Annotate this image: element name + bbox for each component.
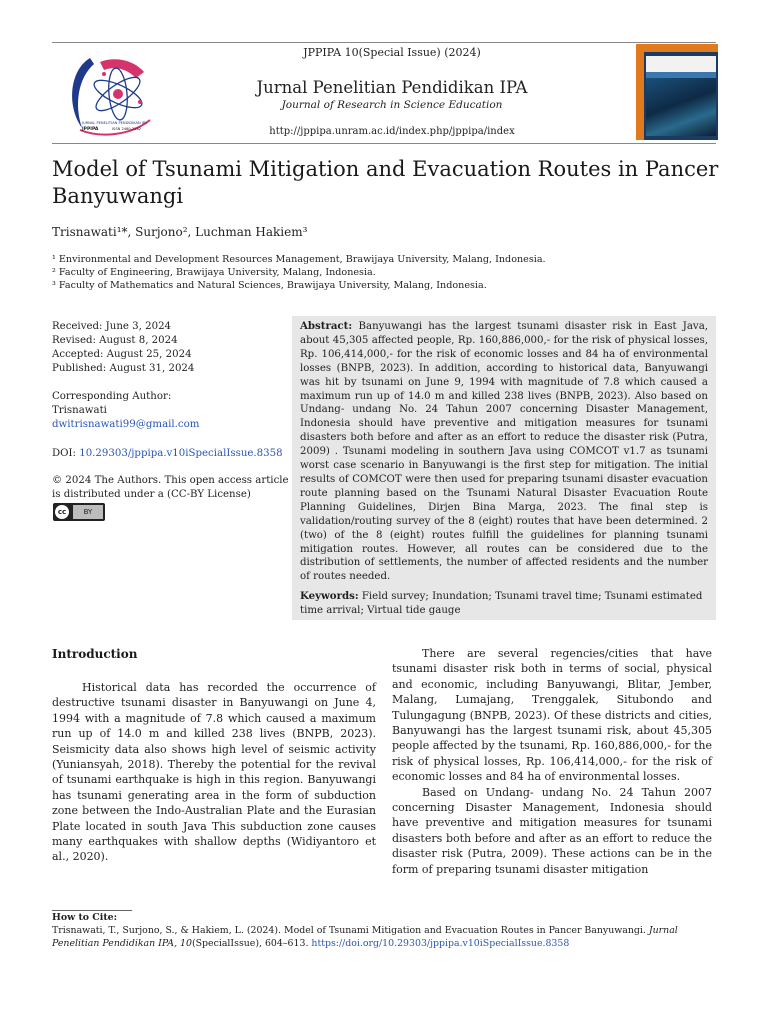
- logo-mark: JPPIPA: [82, 127, 99, 132]
- corresponding-email[interactable]: dwitrisnawati99@gmail.com: [52, 419, 200, 430]
- journal-url[interactable]: http://jppipa.unram.ac.id/index.php/jppipa/index: [269, 126, 515, 137]
- cc-by-badge[interactable]: [53, 503, 105, 521]
- accepted-date: Accepted: August 25, 2024: [52, 349, 192, 360]
- journal-title: Jurnal Penelitian Pendidikan IPA: [256, 78, 528, 97]
- keywords: [300, 589, 708, 618]
- paragraph: There are several regencies/cities that have tsunami disaster risk both in terms of social, physical and economic, including Banyuwangi, Blitar, Jember, Malang, Lumajang, Trenggalek, Situbondo and Tulungagung (BNPB, 2023). Of these districts and cities, Banyuwangi has the largest tsunami risk, about 45,305 people affected by the tsunami, Rp. 160,886,000,- for the risk of physical losses, Rp. 106,414,000,- for the risk of economic losses and 84 ha of environmental losses.: [392, 647, 712, 784]
- affiliation-3: ³ Faculty of Mathematics and Natural Sciences, Brawijaya University, Malang, Indonesia.: [52, 280, 487, 291]
- affiliation-2: ² Faculty of Engineering, Brawijaya University, Malang, Indonesia.: [52, 267, 376, 278]
- logo-caption: JURNAL PENELITIAN PENDIDIKAN IPA: [82, 121, 148, 125]
- issue-line: JPPIPA 10(Special Issue) (2024): [303, 46, 481, 59]
- doi-line: [52, 447, 283, 461]
- abstract-label: Abstract:: [300, 320, 359, 332]
- paragraph: Based on Undang- undang No. 24 Tahun 2007 concerning Disaster Management, Indonesia should have preventive and mitigation measures for tsunami disasters both before and after as an effort to reduce the disaster risk (Putra, 2009). These actions can be in the form of preparing tsunami disaster mitigation: [392, 785, 712, 876]
- citation-rule: [52, 910, 132, 911]
- affiliation-1: ¹ Environmental and Development Resources Management, Brawijaya University, Malang, Indonesia.: [52, 254, 546, 265]
- journal-logo: [60, 50, 160, 140]
- abstract-text: Banyuwangi has the largest tsunami disaster risk in East Java, about 45,305 affected people, Rp. 160,886,000,- for the risk of physical losses, Rp. 106,414,000,- for the risk of economic losses and 84 ha of environmental losses (BNPB, 2023). In addition, according to historical data, Banyuwangi was hit by tsunami on June 9, 1994 with magnitude of 7.8 which caused a maximum run up of 14.0 m and killed 238 lives (BNPB, 2023). Also based on Undang- undang No. 24 Tahun 2007 concerning Disaster Management, Indonesia should have preventive and mitigation measures for tsunami disasters both before and after as an effort to reduce the disaster risk (Putra, 2009) . Tsunami modeling in southern Java using COMCOT v1.7 as tsunami worst case scenario in Banyuwangi is the first step for mitigation. The initial results of COMCOT were then used for preparing tsunami disaster evacuation route planning based on the Tsunami Natural Disaster Evacuation Route Planning Guidelines, Dirjen Bina Marga, 2023. The final step is validation/routing survey of the 8 (eight) routes that have been determined. 2 (two) of the 8 (eight) routes fulfill the guidelines for planning tsunami mitigation routes. However, all routes can be considered due to the distribution of settlements, the number of affected residents and the number of routes needed.: [300, 321, 709, 583]
- received-date: Received: June 3, 2024: [52, 321, 172, 332]
- article-title: Model of Tsunami Mitigation and Evacuation Routes in Pancer Banyuwangi: [52, 157, 719, 208]
- cc-icon: cc: [55, 505, 69, 519]
- doi-label: DOI:: [52, 448, 80, 459]
- journal-subtitle: Journal of Research in Science Education: [281, 99, 503, 111]
- citation-text: Trisnawati, T., Surjono, S., & Hakiem, L. (2024). Model of Tsunami Mitigation and Evacuation Routes in Pancer Banyuwangi.: [52, 924, 649, 936]
- right-column: [392, 646, 712, 877]
- license-line-2: is distributed under a (CC-BY License): [52, 489, 251, 500]
- journal-cover-thumbnail: [636, 44, 718, 140]
- corresponding-label: Corresponding Author:: [52, 391, 172, 402]
- header-top-rule: [52, 42, 716, 43]
- how-to-cite: [52, 912, 716, 950]
- revised-date: Revised: August 8, 2024: [52, 335, 178, 346]
- keywords-label: Keywords:: [300, 590, 359, 602]
- abstract: [300, 320, 708, 584]
- citation-doi-link[interactable]: https://doi.org/10.29303/jppipa.v10iSpecialIssue.8358: [311, 937, 570, 949]
- corresponding-name: Trisnawati: [52, 405, 107, 416]
- keywords-text: Field survey; Inundation; Tsunami travel time; Tsunami estimated time arrival; Virtual tide gauge: [300, 591, 703, 616]
- citation-journal: Jurnal Penelitian Pendidikan IPA, 10: [52, 924, 678, 949]
- header-bottom-rule: [52, 143, 716, 144]
- paragraph: Historical data has recorded the occurrence of destructive tsunami disaster in Banyuwangi on June 4, 1994 with a magnitude of 7.8 which caused a maximum run up of 14.0 m and killed 238 lives (BNPB, 2023). Seismicity data also shows high level of seismic activity (Yuniansyah, 2018). Thereby the potential for the revival of tsunami earthquake is high in this region. Banyuwangi has tsunami generating area in the form of subduction zone between the Indo-Australian Plate and the Eurasian Plate located in south Java This subduction zone causes many earthquakes with shallow depths (Widiyantoro et al., 2020).: [52, 681, 376, 864]
- authors: Trisnawati¹*, Surjono², Luchman Hakiem³: [52, 225, 308, 239]
- doi-link[interactable]: 10.29303/jppipa.v10iSpecialIssue.8358: [79, 448, 283, 459]
- left-column: [52, 680, 376, 865]
- by-icon: BY: [73, 505, 103, 519]
- published-date: Published: August 31, 2024: [52, 363, 195, 374]
- citation-label: How to Cite:: [52, 912, 118, 923]
- logo-issn: ISSN 2460-2582: [112, 127, 142, 131]
- license-line-1: © 2024 The Authors. This open access article: [52, 475, 289, 486]
- section-heading-introduction: Introduction: [52, 647, 138, 661]
- citation-issue: (SpecialIssue), 604–613.: [191, 937, 312, 949]
